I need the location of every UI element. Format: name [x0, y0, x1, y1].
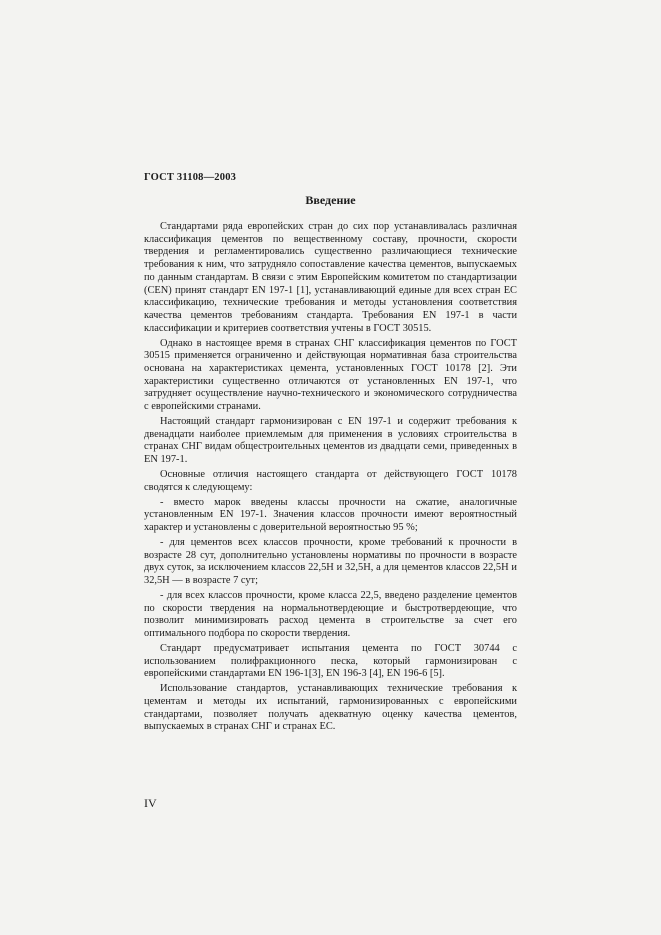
paragraph: Использование стандартов, устанавливающих технические требования к цементам и методы их испытаний, гармонизированных с европейскими стандартами, позволяет получать адекватную оценку качества цементов, выпускаемых в странах СНГ и странах ЕС.	[144, 683, 517, 733]
paragraph: Однако в настоящее время в странах СНГ классификация цементов по ГОСТ 30515 применяется ограниченно и действующая нормативная база строительства основана на характеристиках цемента, установленных ГОСТ 10178 [2]. Эти характеристики существенно отличаются от установленных EN 197-1, что затрудняет осуществление научно-технического и экономического сотрудничества с европейскими странами.	[144, 337, 517, 413]
paragraph: Стандартами ряда европейских стран до сих пор устанавливалась различная классификация цементов по вещественному составу, прочности, скорости твердения и регламентировались существенно различающиеся технические требования к ним, что затрудняло сопоставление качества цементов, выпускаемых по данным стандартам. В связи с этим Европейским комитетом по стандартизации (CEN) принят стандарт EN 197-1 [1], устанавливающий единые для всех стран ЕС классификацию, технические требования и методы установления соответствия качества цементов требованиям стандарта. Требования EN 197-1 в части классификации и критериев соответствия учтены в ГОСТ 30515.	[144, 221, 517, 334]
list-item: - для цементов всех классов прочности, кроме требований к прочности в возрасте 28 сут, дополнительно установлены нормативы по прочности в возрасте двух суток, за исключением классов 22,5Н и 32,5Н, а для цементов классов 22,5Н и 32,5Н — в возрасте 7 сут;	[144, 536, 517, 586]
document-code-header: ГОСТ 31108—2003	[144, 172, 237, 183]
page-number: IV	[144, 796, 157, 810]
paragraph: Стандарт предусматривает испытания цемента по ГОСТ 30744 с использованием полифракционного песка, который гармонизирован с европейскими стандартами EN 196-1[3], EN 196-3 [4], EN 196-6 [5].	[144, 642, 517, 680]
introduction-body	[144, 221, 517, 736]
list-item: - для всех классов прочности, кроме класса 22,5, введено разделение цементов по скорости твердения на нормальнотвердеющие и быстротвердеющие, что позволит минимизировать расход цемента в строительстве за счет его оптимального подбора по скорости твердения.	[144, 589, 517, 639]
paragraph: Настоящий стандарт гармонизирован с EN 197-1 и содержит требования к двенадцати наиболее приемлемым для применения в условиях строительства в странах СНГ видам общестроительных цементов из двадцати семи, приведенных в EN 197-1.	[144, 415, 517, 466]
paragraph: Основные отличия настоящего стандарта от действующего ГОСТ 10178 сводятся к следующему:	[144, 468, 517, 493]
section-title: Введение	[305, 193, 356, 207]
list-item: - вместо марок введены классы прочности на сжатие, аналогичные установленным EN 197-1. Значения классов прочности имеют вероятностный характер и установлены с доверительной вероятностью 95 %;	[144, 496, 517, 533]
